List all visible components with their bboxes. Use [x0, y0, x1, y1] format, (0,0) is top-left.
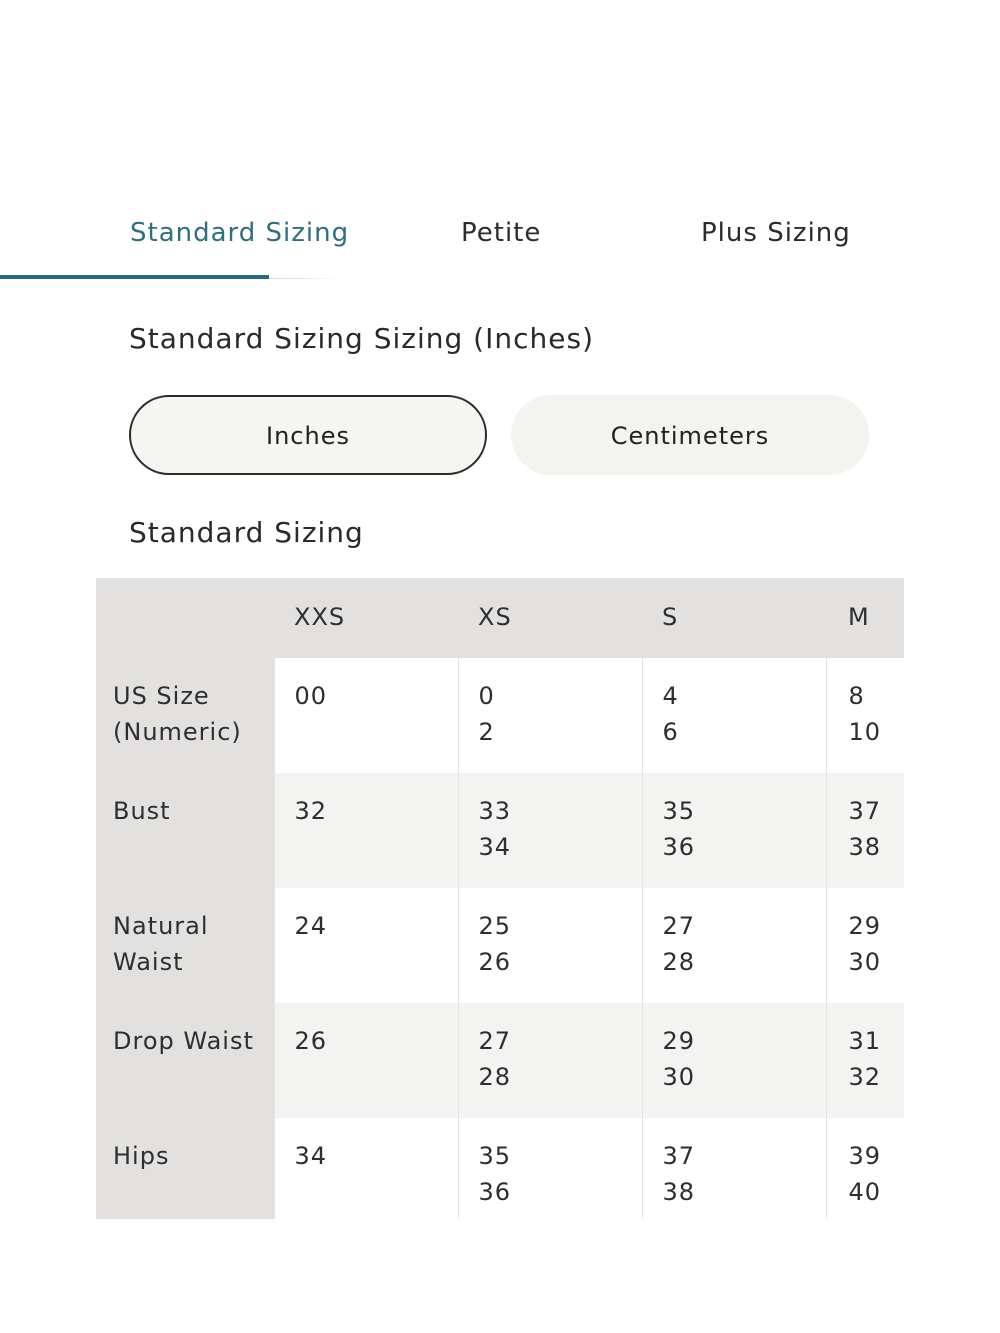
column-header-m: M	[826, 578, 904, 658]
size-cell-s	[642, 658, 826, 773]
size-cell-xs	[458, 1118, 642, 1219]
tab-divider	[269, 278, 341, 279]
column-header-xxs: XXS	[274, 578, 458, 658]
cell-value: 30	[662, 1063, 696, 1091]
size-cell-xxs	[274, 1118, 458, 1219]
cell-value: 00	[294, 682, 328, 710]
cell-value: 6	[662, 718, 679, 746]
table-row	[96, 1003, 904, 1118]
size-chart-table	[96, 578, 904, 1219]
cell-value: 36	[662, 833, 696, 861]
cell-value: 38	[662, 1178, 696, 1206]
size-cell-xs	[458, 888, 642, 1003]
cell-value: 29	[848, 912, 882, 940]
cell-value: 32	[848, 1063, 882, 1091]
size-cell-m	[826, 1118, 904, 1219]
size-cell-m	[826, 888, 904, 1003]
size-cell-s	[642, 888, 826, 1003]
size-cell-xxs	[274, 888, 458, 1003]
cell-value: 33	[478, 797, 512, 825]
size-cell-m	[826, 1003, 904, 1118]
cell-value: 8	[848, 682, 865, 710]
row-label: Hips	[96, 1118, 274, 1219]
column-header-xs: XS	[458, 578, 642, 658]
cell-value: 37	[848, 797, 882, 825]
size-cell-xs	[458, 773, 642, 888]
tab-petite[interactable]: Petite	[461, 218, 542, 248]
cell-value: 2	[478, 718, 495, 746]
cell-value: 28	[662, 948, 696, 976]
row-label: Drop Waist	[96, 1003, 274, 1118]
cell-value: 39	[848, 1142, 882, 1170]
cell-value: 10	[848, 718, 882, 746]
cell-value: 34	[294, 1142, 328, 1170]
inches-button[interactable]: Inches	[129, 395, 487, 475]
cell-value: 26	[294, 1027, 328, 1055]
table-row	[96, 888, 904, 1003]
cell-value: 35	[478, 1142, 512, 1170]
size-cell-xs	[458, 658, 642, 773]
size-cell-m	[826, 658, 904, 773]
cell-value: 4	[662, 682, 679, 710]
cell-value: 27	[662, 912, 696, 940]
row-label: Natural Waist	[96, 888, 274, 1003]
table-row	[96, 773, 904, 888]
size-cell-xxs	[274, 773, 458, 888]
cell-value: 27	[478, 1027, 512, 1055]
cell-value: 30	[848, 948, 882, 976]
cell-value: 31	[848, 1027, 882, 1055]
size-cell-xs	[458, 1003, 642, 1118]
row-label: US Size (Numeric)	[96, 658, 274, 773]
cell-value: 37	[662, 1142, 696, 1170]
size-cell-s	[642, 1003, 826, 1118]
sizing-tabs	[96, 200, 904, 280]
cell-value: 25	[478, 912, 512, 940]
tab-standard-sizing[interactable]: Standard Sizing	[130, 218, 350, 248]
table-title: Standard Sizing	[129, 516, 364, 549]
column-header-s: S	[642, 578, 826, 658]
cell-value: 35	[662, 797, 696, 825]
size-cell-xxs	[274, 1003, 458, 1118]
table-header-row	[96, 578, 904, 658]
table-row	[96, 658, 904, 773]
column-header-empty	[96, 578, 274, 658]
active-tab-indicator	[0, 275, 269, 279]
cell-value: 38	[848, 833, 882, 861]
cell-value: 28	[478, 1063, 512, 1091]
cell-value: 0	[478, 682, 495, 710]
cell-value: 26	[478, 948, 512, 976]
cell-value: 36	[478, 1178, 512, 1206]
table-row	[96, 1118, 904, 1219]
section-title: Standard Sizing Sizing (Inches)	[129, 322, 594, 355]
cell-value: 29	[662, 1027, 696, 1055]
row-label: Bust	[96, 773, 274, 888]
size-cell-xxs	[274, 658, 458, 773]
cell-value: 34	[478, 833, 512, 861]
cell-value: 40	[848, 1178, 882, 1206]
size-cell-s	[642, 773, 826, 888]
cell-value: 32	[294, 797, 328, 825]
size-cell-s	[642, 1118, 826, 1219]
size-cell-m	[826, 773, 904, 888]
tab-plus-sizing[interactable]: Plus Sizing	[701, 218, 851, 248]
cell-value: 24	[294, 912, 328, 940]
centimeters-button[interactable]: Centimeters	[511, 395, 869, 475]
